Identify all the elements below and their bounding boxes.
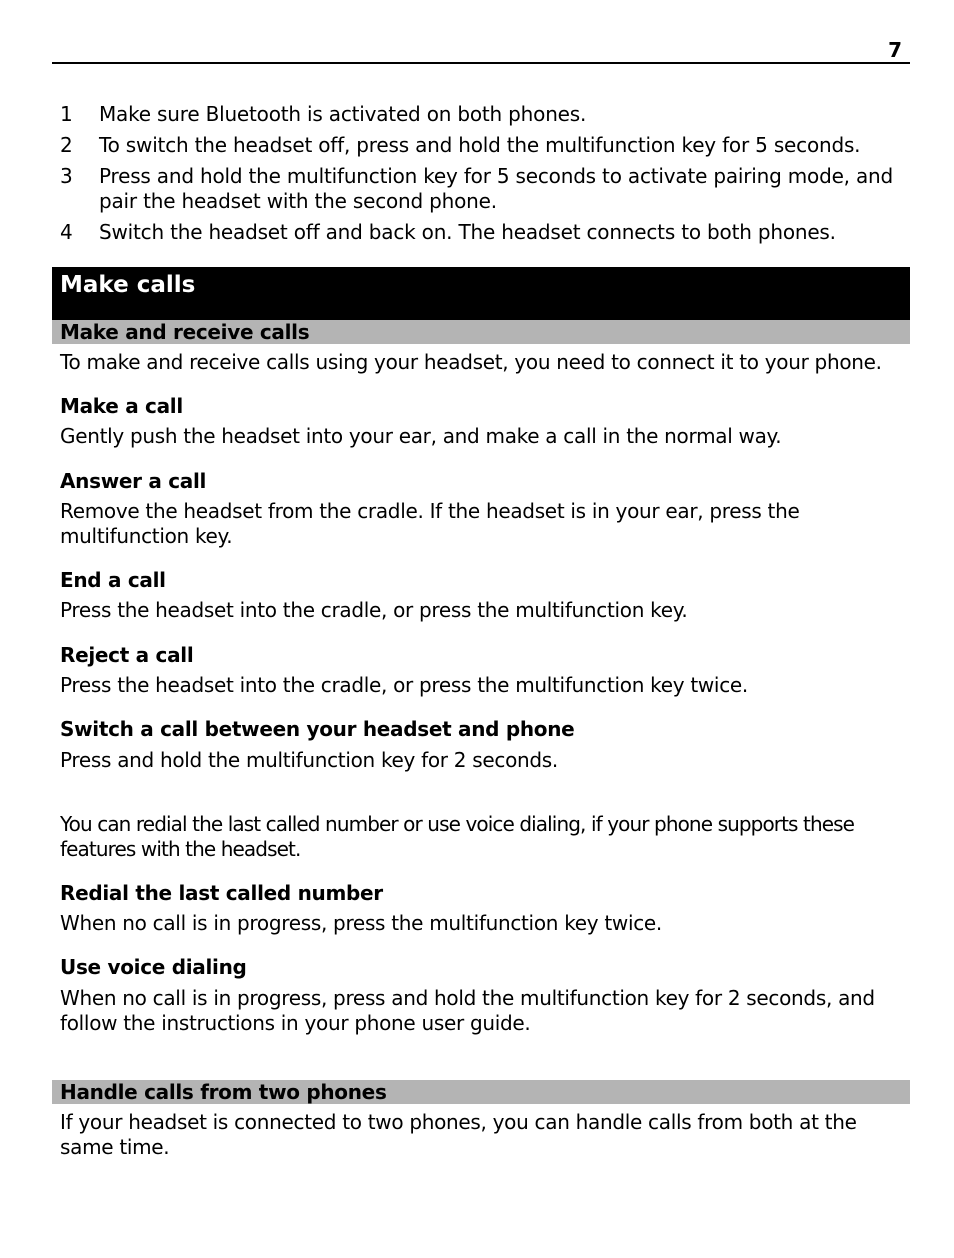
list-item xyxy=(60,164,910,214)
header-rule xyxy=(52,62,910,64)
voice-dialing-block xyxy=(60,955,910,1036)
item-text: Remove the headset from the cradle. If the headset is in your ear, press the multifunction key. xyxy=(60,499,800,548)
subsection-title: Make and receive calls xyxy=(60,320,310,344)
step-text: Switch the headset off and back on. The headset connects to both phones. xyxy=(99,220,836,244)
item-text: Press the headset into the cradle, or press the multifunction key. xyxy=(60,598,688,622)
step-number: 4 xyxy=(60,220,73,244)
switch-call-block xyxy=(60,717,910,773)
make-call-block xyxy=(60,394,910,449)
item-title: Answer a call xyxy=(60,469,207,493)
item-title: End a call xyxy=(60,568,166,592)
item-text: Press the headset into the cradle, or press the multifunction key twice. xyxy=(60,673,748,697)
page-number: 7 xyxy=(888,38,902,62)
reject-call-block xyxy=(60,643,910,698)
step-number: 1 xyxy=(60,102,73,126)
step-text: Make sure Bluetooth is activated on both phones. xyxy=(99,102,587,126)
item-title: Switch a call between your headset and phone xyxy=(60,717,575,741)
subsection-heading-make-receive xyxy=(52,320,910,344)
step-text: Press and hold the multifunction key for 5 seconds to activate pairing mode, and pair the headset with the second phone. xyxy=(99,164,894,213)
intro-paragraph: To make and receive calls using your headset, you need to connect it to your phone. xyxy=(60,350,882,374)
pairing-steps-list xyxy=(60,102,910,251)
item-title: Reject a call xyxy=(60,643,194,667)
answer-call-block xyxy=(60,469,910,549)
item-text: When no call is in progress, press the multifunction key twice. xyxy=(60,911,662,935)
end-call-block xyxy=(60,568,910,623)
list-item xyxy=(60,102,910,127)
item-text: Gently push the headset into your ear, and make a call in the normal way. xyxy=(60,424,782,448)
list-item xyxy=(60,220,910,245)
item-text: When no call is in progress, press and hold the multifunction key for 2 seconds, and follow the instructions in your phone user guide. xyxy=(60,986,875,1035)
two-phones-paragraph: If your headset is connected to two phones, you can handle calls from both at the same time. xyxy=(60,1110,857,1159)
list-item xyxy=(60,133,910,158)
item-text: Press and hold the multifunction key for 2 seconds. xyxy=(60,748,558,772)
step-number: 2 xyxy=(60,133,73,157)
item-title: Use voice dialing xyxy=(60,955,247,979)
item-title: Make a call xyxy=(60,394,183,418)
subsection-title: Handle calls from two phones xyxy=(60,1080,387,1104)
section-banner xyxy=(52,267,910,320)
section-title: Make calls xyxy=(60,272,196,298)
redial-intro-paragraph: You can redial the last called number or use voice dialing, if your phone supports these features with the headset. xyxy=(60,812,855,861)
step-text: To switch the headset off, press and hold the multifunction key for 5 seconds. xyxy=(99,133,861,157)
subsection-heading-two-phones xyxy=(52,1080,910,1104)
step-number: 3 xyxy=(60,164,73,188)
item-title: Redial the last called number xyxy=(60,881,383,905)
redial-block xyxy=(60,881,910,936)
